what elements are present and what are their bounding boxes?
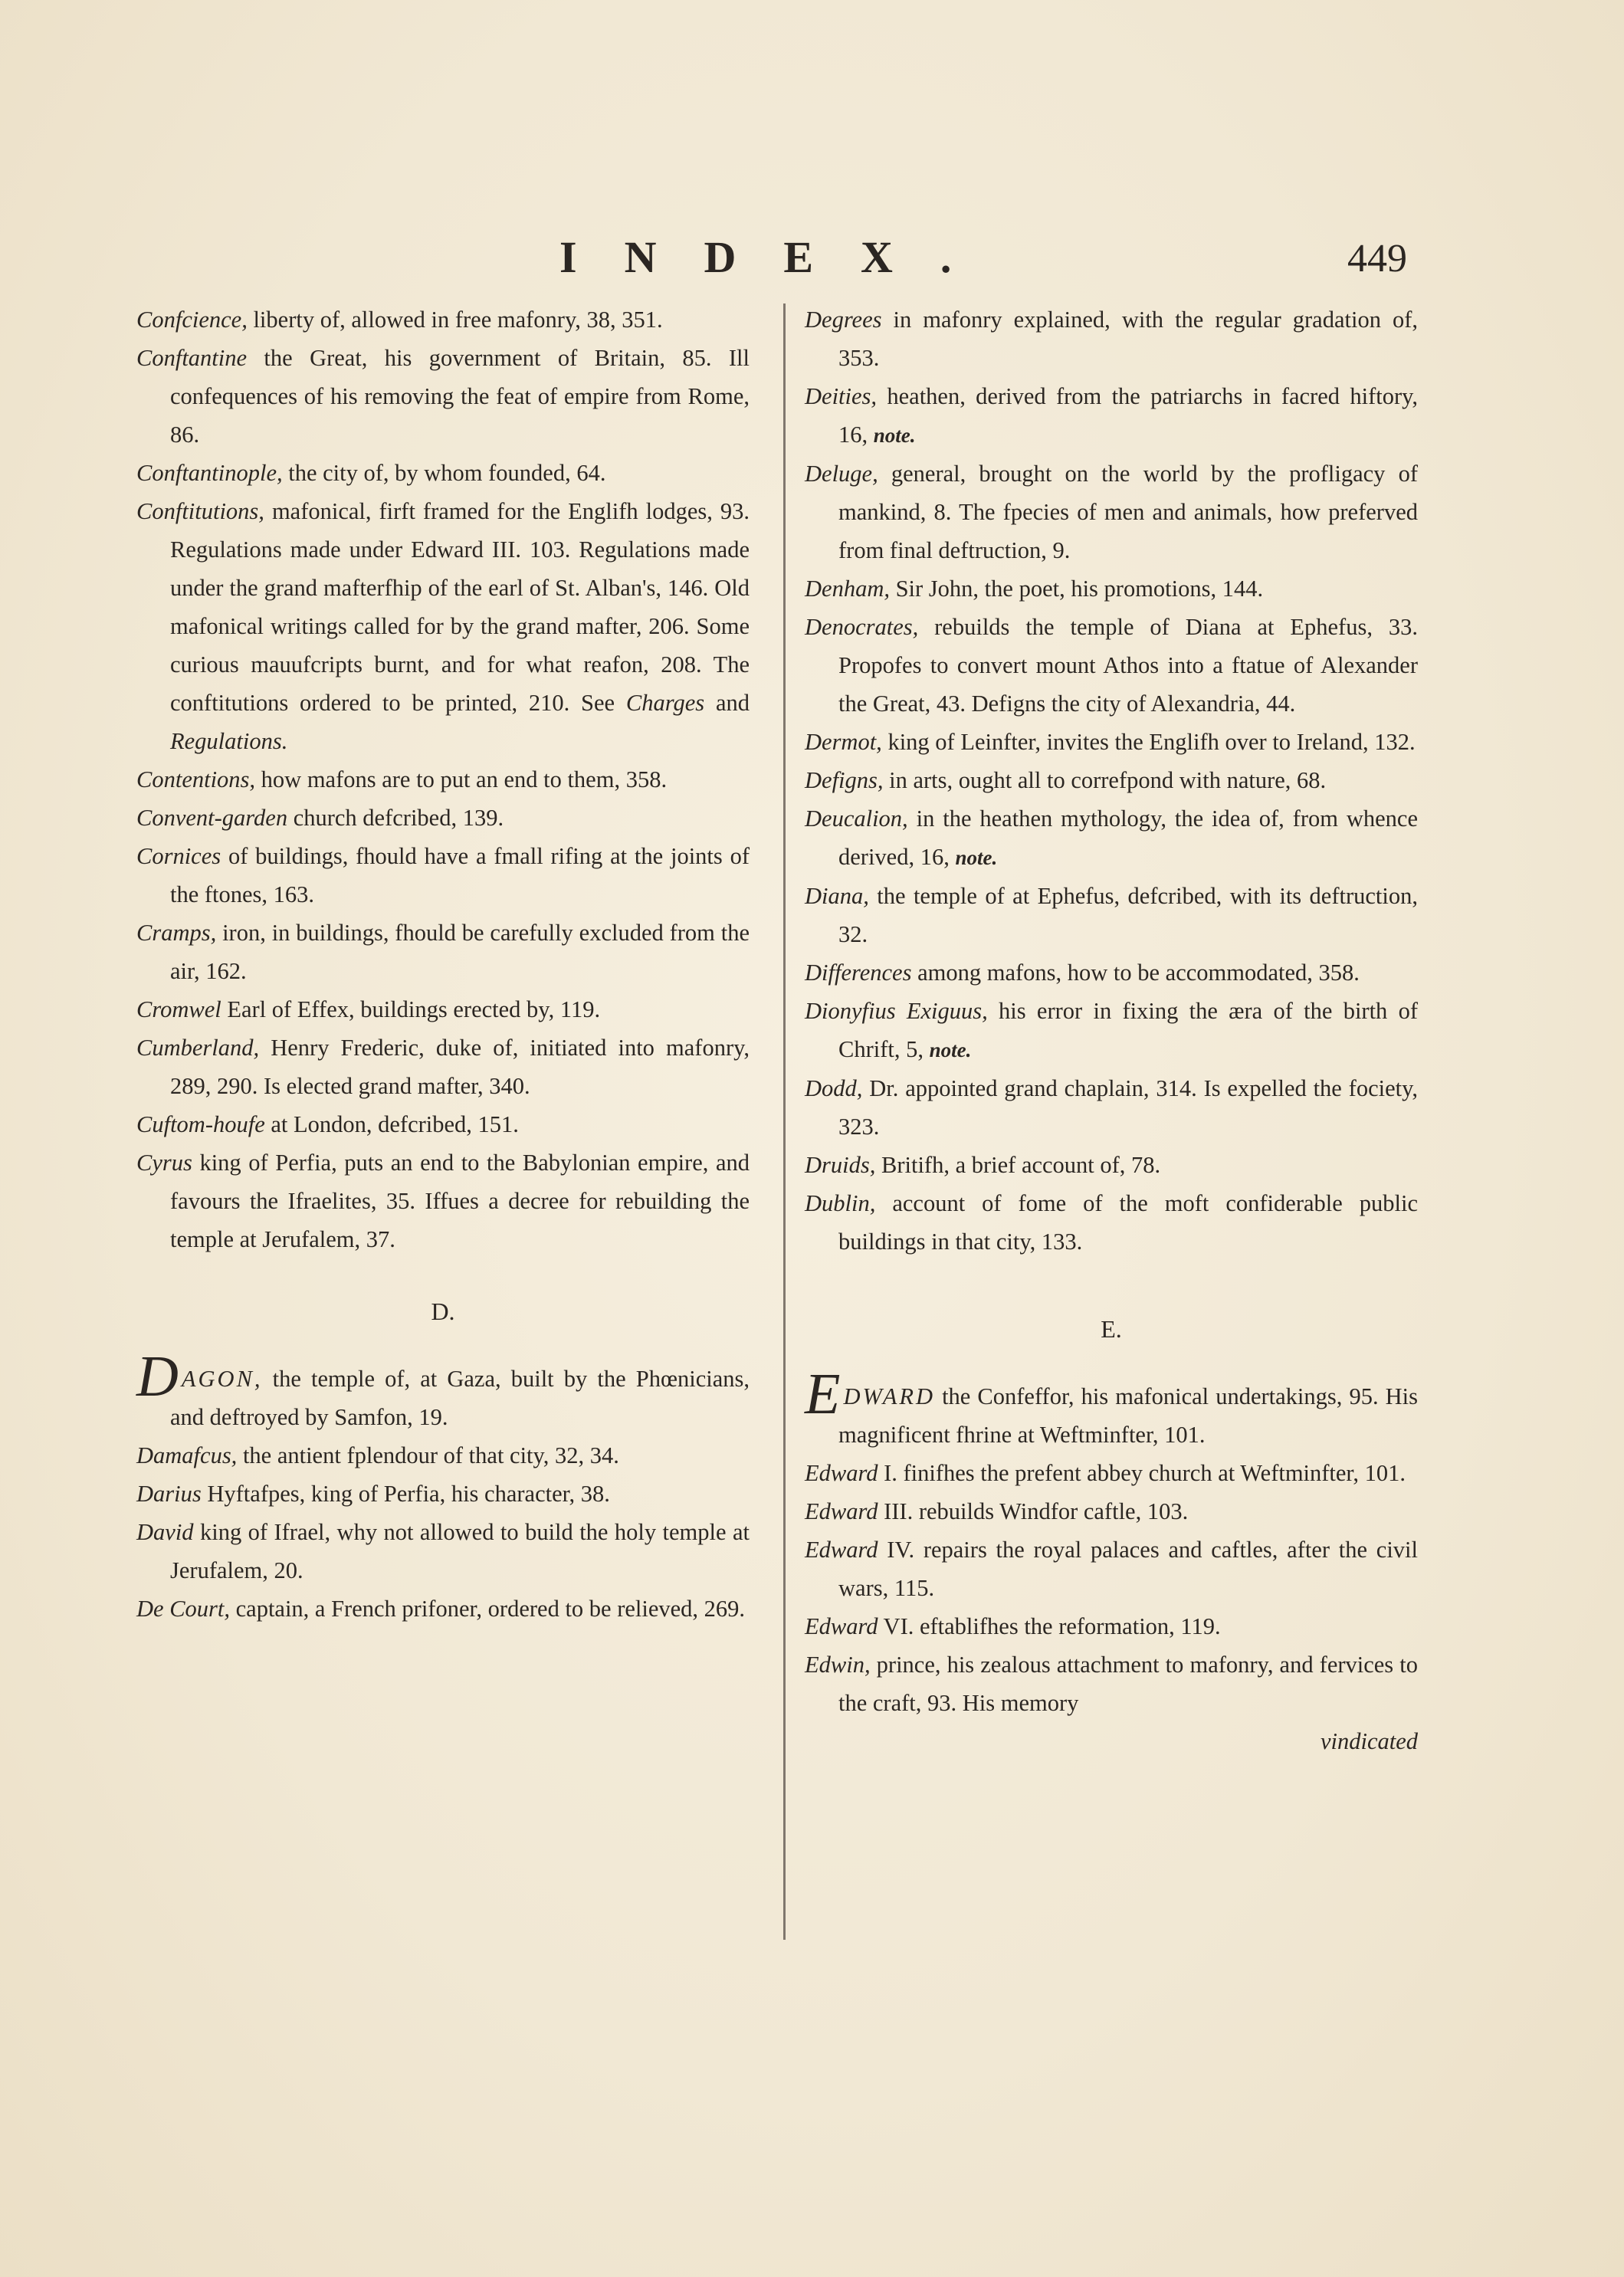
headword: Conftitutions, (136, 498, 264, 524)
entry-text: VI. eftablifhes the reformation, 119. (878, 1613, 1221, 1639)
entry-text: III. rebuilds Windfor caftle, 103. (878, 1498, 1189, 1524)
headword: Deluge, (805, 461, 878, 487)
index-entry (805, 1069, 1418, 1146)
headword: Cuftom-houfe (136, 1111, 265, 1137)
index-entry (805, 1146, 1418, 1184)
entry-text: at London, defcribed, 151. (264, 1111, 519, 1137)
index-entry (805, 723, 1418, 761)
index-entry (136, 1105, 750, 1143)
headword: Conftantine (136, 345, 248, 371)
headword: Edward (805, 1498, 878, 1524)
note-label: note. (929, 1038, 972, 1061)
headword: Denham, (805, 576, 890, 602)
index-entry (136, 300, 750, 339)
page-number: 449 (1347, 237, 1407, 281)
index-entry (805, 761, 1418, 799)
entry-text: the Great, his government of Britain, 85. Ill confequences of his removing the feat of empire from Rome, 86. (170, 345, 750, 448)
catchword: vindicated (1320, 1728, 1418, 1754)
entry-text: mafonical, firft framed for the Englifh lodges, 93. Regulations made under Edward III. 103. Regulations made under the grand mafterfhip of the earl of St. Alban's, 146. Old mafonical writings called for by the grand mafter, 206. Some curious mauufcripts burnt, and for what reafon, 208. The conftitutions ordered to be printed, 210. See (170, 498, 750, 716)
headword: Convent-garden (136, 805, 288, 831)
entry-text: IV. repairs the royal palaces and caftles, after the civil wars, 115. (838, 1537, 1418, 1601)
cross-reference: Regulations. (170, 728, 288, 754)
index-entry (136, 760, 750, 799)
entry-text: rebuilds the temple of Diana at Ephefus, 33. Propofes to convert mount Athos into a ftatue of Alexander the Great, 43. Defigns the city of Alexandria, 44. (838, 614, 1418, 717)
headword: Edward (805, 1537, 878, 1563)
entry-text: king of Leinfter, invites the Englifh over to Ireland, 132. (881, 729, 1416, 755)
index-entry (805, 1184, 1418, 1261)
section-heading-e: E. (1101, 1315, 1122, 1343)
headword: Confcience, (136, 307, 248, 333)
entry-text: his error in fixing the æra of the birth of Chrift, 5, (838, 998, 1418, 1062)
index-entry (136, 1513, 750, 1590)
entry-text: of buildings, fhould have a fmall rifing at the joints of the ftones, 163. (170, 843, 750, 907)
entry-text: the antient fplendour of that city, 32, 34. (237, 1442, 619, 1468)
page-header (0, 224, 1624, 293)
entry-text: the city of, by whom founded, 64. (282, 460, 606, 486)
headword: Cyrus (136, 1150, 192, 1176)
index-entry (136, 454, 750, 492)
headword: Druids, (805, 1152, 876, 1178)
headword: Edward (805, 1460, 878, 1486)
entry-text: church defcribed, 139. (287, 805, 504, 831)
column-divider (783, 303, 786, 1940)
headword: David (136, 1519, 194, 1545)
entry-text: iron, in buildings, fhould be carefully excluded from the air, 162. (170, 920, 750, 984)
index-entry (136, 914, 750, 990)
headword: AGON, (181, 1366, 263, 1392)
entry-text: how mafons are to put an end to them, 358. (255, 766, 668, 792)
index-entry (805, 1531, 1418, 1607)
cross-reference: Charges (625, 690, 705, 716)
index-entry (136, 492, 750, 760)
entry-text: prince, his zealous attachment to mafonry, and fervices to the craft, 93. His memory (838, 1652, 1418, 1716)
headword: Darius (136, 1481, 202, 1507)
entry-text: Hyftafpes, king of Perfia, his character, 38. (201, 1481, 610, 1507)
index-entry (805, 1492, 1418, 1531)
right-column (805, 300, 1418, 1760)
note-label: note. (873, 424, 916, 447)
headword: DWARD (843, 1383, 936, 1409)
page-title: INDEX. (559, 232, 999, 282)
entry-text: general, brought on the world by the profligacy of mankind, 8. The fpecies of men and animals, how preferved from final deftruction, 9. (838, 461, 1418, 563)
index-entry (805, 377, 1418, 454)
entry-text: in arts, ought all to correfpond with nature, 68. (883, 767, 1327, 793)
index-entry (805, 877, 1418, 953)
entry-text: Dr. appointed grand chaplain, 314. Is expelled the fociety, 323. (838, 1075, 1418, 1140)
entry-text: king of Ifrael, why not allowed to build the holy temple at Jerufalem, 20. (170, 1519, 750, 1583)
entry-text: the temple of, at Gaza, built by the Phœnicians, and deftroyed by Samfon, 19. (170, 1366, 750, 1430)
entry-text: Sir John, the poet, his promotions, 144. (889, 576, 1264, 602)
headword: Contentions, (136, 766, 256, 792)
headword: Cornices (136, 843, 221, 869)
headword: Cramps, (136, 920, 217, 946)
headword: Cromwel (136, 996, 221, 1022)
index-entry-first (136, 1344, 750, 1436)
index-entry (136, 837, 750, 914)
entry-text: Britifh, a brief account of, 78. (875, 1152, 1161, 1178)
headword: Denocrates, (805, 614, 919, 640)
entry-text: captain, a French prifoner, ordered to be relieved, 269. (230, 1596, 746, 1622)
headword: Deities, (805, 383, 878, 409)
entry-text: account of fome of the moft confiderable public buildings in that city, 133. (838, 1190, 1418, 1255)
entry-text: in mafonry explained, with the regular gradation of, 353. (838, 307, 1418, 371)
headword: Degrees (805, 307, 882, 333)
index-entry (136, 339, 750, 454)
drop-capital: E (805, 1362, 841, 1426)
index-entry (805, 992, 1418, 1069)
entry-text: heathen, derived from the patriarchs in facred hiftory, 16, (838, 383, 1418, 448)
entry-text: and (704, 690, 750, 716)
headword: Differences (805, 960, 912, 986)
index-entry (136, 1029, 750, 1105)
headword: Dublin, (805, 1190, 876, 1216)
index-entry (136, 1436, 750, 1475)
entry-text: Earl of Effex, buildings erected by, 119. (221, 996, 601, 1022)
index-entry (136, 1590, 750, 1628)
headword: Edward (805, 1613, 878, 1639)
headword: Cumberland, (136, 1035, 260, 1061)
entry-text: the temple of at Ephefus, defcribed, with its deftruction, 32. (838, 883, 1418, 947)
index-entry (136, 1143, 750, 1258)
index-entry (805, 1645, 1418, 1722)
index-entry (805, 953, 1418, 992)
index-entry (805, 608, 1418, 723)
entry-text: king of Perfia, puts an end to the Babylonian empire, and favours the Ifraelites, 35. Iffues a decree for rebuilding the temple at Jerufalem, 37. (170, 1150, 750, 1252)
index-entry (805, 1454, 1418, 1492)
headword: Deucalion, (805, 805, 908, 832)
entry-text: liberty of, allowed in free mafonry, 38, 351. (247, 307, 663, 333)
headword: Defigns, (805, 767, 884, 793)
entry-text: in the heathen mythology, the idea of, from whence derived, 16, (838, 805, 1418, 870)
drop-capital: D (136, 1344, 179, 1409)
section-heading-d: D. (431, 1298, 455, 1325)
index-entry (136, 1475, 750, 1513)
headword: Diana, (805, 883, 869, 909)
entry-text: I. finifhes the prefent abbey church at Weftminfter, 101. (878, 1460, 1406, 1486)
index-entry (136, 799, 750, 837)
entry-text: the Confeffor, his mafonical undertakings, 95. His magnificent fhrine at Weftminfter, 101. (838, 1383, 1418, 1448)
index-entry (805, 799, 1418, 877)
left-column (136, 300, 750, 1628)
headword: Dionyfius Exiguus, (805, 998, 988, 1024)
index-entry (805, 454, 1418, 569)
index-entry (805, 569, 1418, 608)
headword: Conftantinople, (136, 460, 283, 486)
index-entry (136, 990, 750, 1029)
index-entry (805, 300, 1418, 377)
headword: Dodd, (805, 1075, 863, 1101)
entry-text: among mafons, how to be accommodated, 358. (911, 960, 1360, 986)
note-label: note. (955, 846, 998, 869)
headword: De Court, (136, 1596, 230, 1622)
headword: Dermot, (805, 729, 882, 755)
entry-text: Henry Frederic, duke of, initiated into mafonry, 289, 290. Is elected grand mafter, 340. (170, 1035, 750, 1099)
index-entry-first (805, 1362, 1418, 1454)
headword: Edwin, (805, 1652, 871, 1678)
index-entry (805, 1607, 1418, 1645)
headword: Damafcus, (136, 1442, 238, 1468)
